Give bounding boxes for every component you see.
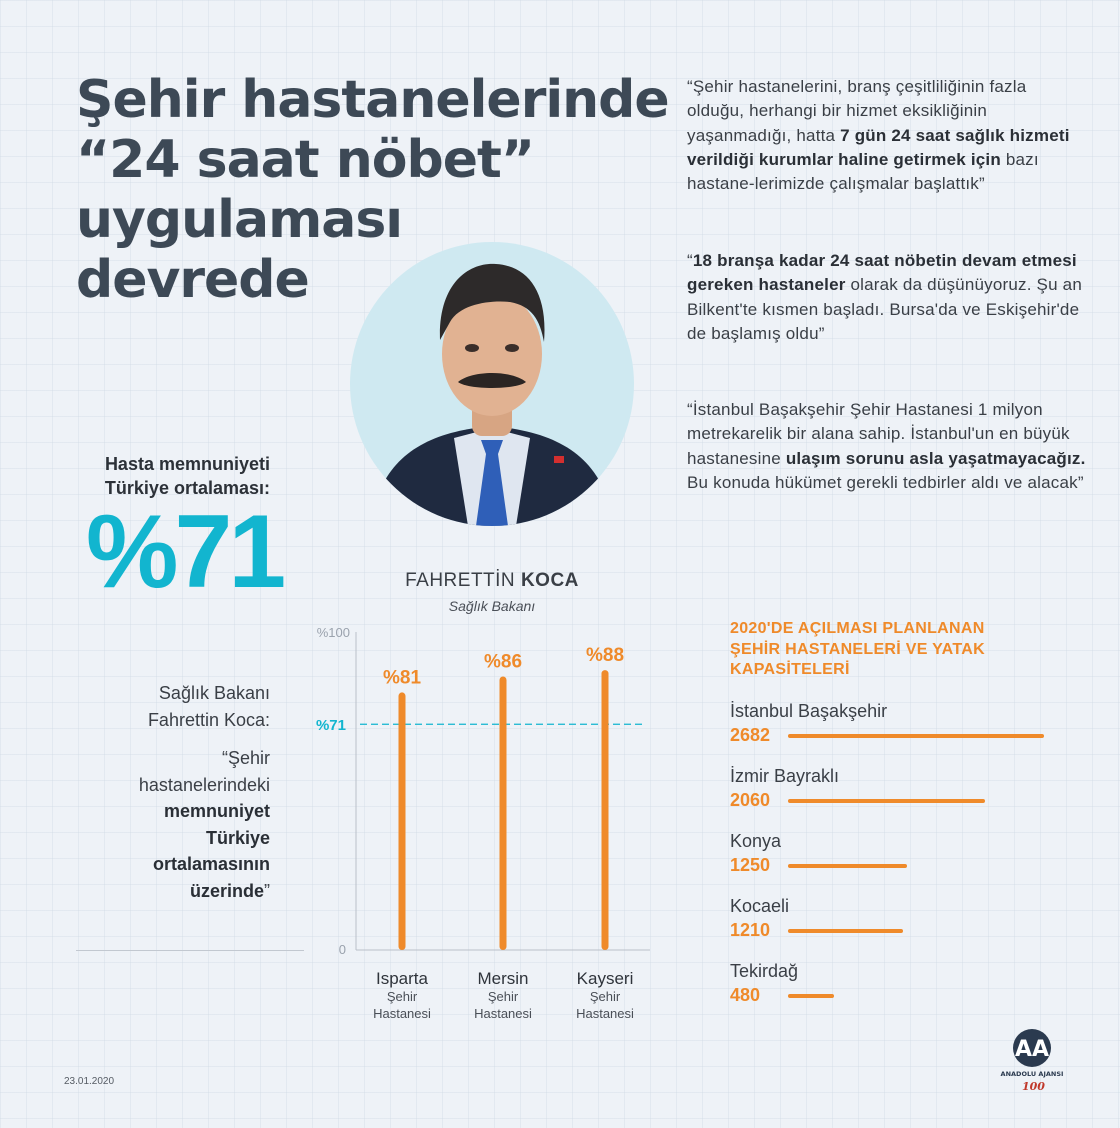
category-label: Kayseri — [576, 969, 634, 988]
quote-text: “Şehir hastanelerini, branş çeşitliliğinin fazla olduğu, herhangi bir hizmet eksikliğinin yaşanmadığı, hatta — [687, 77, 1027, 145]
y-tick-label: %100 — [316, 625, 350, 640]
quote-text: “ — [687, 251, 693, 270]
left-quote — [60, 680, 270, 904]
portrait-illustration — [350, 242, 634, 526]
hospital-name: Konya — [730, 831, 782, 851]
left-quote-line: “Şehir — [221, 748, 270, 768]
category-label: Şehir — [487, 989, 519, 1004]
hospital-capacity-bar — [788, 734, 1044, 738]
hospital-capacity-bar — [788, 994, 834, 998]
satisfaction-value: %71 — [86, 494, 283, 610]
left-quote-line: Sağlık Bakanı — [158, 683, 270, 703]
hospitals-title-line: KAPASİTELERİ — [730, 661, 850, 678]
category-label: Hastanesi — [474, 1006, 532, 1021]
hospital-capacity-bar — [788, 799, 985, 803]
satisfaction-chart — [300, 615, 660, 1025]
left-quote-emphasis: memnuniyet — [163, 801, 270, 821]
bar-value-label: %86 — [483, 651, 523, 673]
quote-emphasis: 18 branşa kadar 24 saat nöbetin devam etmesi gereken hastaneler — [687, 251, 1077, 295]
hospital-capacity-value: 1210 — [730, 920, 771, 940]
hospital-name: İzmir Bayraklı — [730, 766, 840, 786]
title-line: devrede — [76, 250, 309, 310]
category-label: Mersin — [477, 969, 529, 988]
title-line: uygulaması — [76, 190, 403, 250]
hospitals-title-line: 2020'DE AÇILMASI PLANLANAN — [730, 620, 985, 637]
y-tick-label: 0 — [338, 942, 346, 957]
hospital-capacity-value: 2060 — [730, 790, 771, 810]
left-quote-emphasis: üzerinde — [189, 880, 264, 901]
left-quote-line: hastanelerindeki — [138, 774, 270, 795]
aa-logo-icon — [992, 1026, 1072, 1096]
category-label: Şehir — [589, 989, 621, 1004]
svg-text:100: 100 — [1022, 1080, 1045, 1093]
category-label: Şehir — [386, 989, 418, 1004]
svg-text:AA: AA — [1014, 1037, 1050, 1062]
quote-emphasis: 7 gün 24 saat sağlık hizmeti verildiği kurumlar haline getirmek için — [687, 125, 1070, 169]
quote-text: “İstanbul Başakşehir Şehir Hastanesi 1 milyon metrekarelik bir alana sahip. İstanbul'un en büyük hastanesine — [687, 400, 1070, 468]
portrait — [350, 242, 634, 526]
quote-emphasis: ulaşım sorunu asla yaşatmayacağız. — [785, 448, 1086, 468]
left-quote-emphasis: Türkiye — [205, 827, 270, 848]
category-label: Hastanesi — [373, 1006, 431, 1021]
hospital-capacity-value: 1250 — [730, 855, 771, 875]
title-line: “24 saat nöbet” — [76, 130, 535, 190]
person-role: Sağlık Bakanı — [448, 598, 536, 614]
hospital-name: Tekirdağ — [730, 961, 799, 981]
bar — [602, 670, 609, 950]
hospital-capacity-bar — [788, 929, 903, 933]
agency-logo — [992, 1026, 1072, 1096]
category-label: Hastanesi — [576, 1006, 634, 1021]
hospital-capacity-value: 2682 — [730, 725, 771, 745]
person-name — [350, 570, 634, 592]
quote-3 — [687, 398, 1087, 495]
quote-text: Bu konuda hükümet gerekli tedbirler aldı ve alacak” — [687, 472, 1084, 492]
hospital-name: İstanbul Başakşehir — [730, 701, 888, 721]
separator-line — [76, 950, 304, 951]
satisfaction-label-line: Türkiye ortalaması: — [104, 478, 270, 498]
quote-2 — [687, 249, 1087, 346]
reference-label: %71 — [315, 717, 346, 735]
quote-1 — [687, 75, 1087, 196]
hospital-capacity-value: 480 — [730, 985, 761, 1005]
left-quote-line: Fahrettin Koca: — [147, 709, 270, 730]
left-quote-emphasis: ortalamasının — [152, 854, 270, 874]
logo-text: ANADOLU AJANSI — [1000, 1070, 1064, 1078]
satisfaction-label-line: Hasta memnuniyeti — [104, 454, 270, 474]
hospital-capacity-bar — [788, 864, 907, 868]
left-quote-text: ” — [264, 880, 270, 901]
hospitals-title-line: ŞEHİR HASTANELERİ VE YATAK — [730, 640, 985, 658]
hospitals-title — [730, 619, 1030, 681]
category-label: Isparta — [376, 969, 428, 988]
title-line: Şehir hastanelerinde — [76, 70, 669, 130]
bar-value-label: %88 — [585, 645, 625, 667]
quote-text: olarak da düşünüyoruz. Şu an Bilkent'te kısmen başladı. Bursa'da ve Eskişehir'de de başlamış oldu” — [687, 275, 1082, 343]
hospital-name: Kocaeli — [730, 896, 790, 916]
date: 23.01.2020 — [64, 1076, 115, 1087]
quote-text: bazı hastane-lerimizde çalışmalar başlattık” — [687, 149, 1039, 194]
bar — [500, 677, 507, 950]
bar-value-label: %81 — [382, 667, 422, 689]
bar — [399, 692, 406, 950]
first-name: FAHRETTİN — [405, 570, 516, 591]
last-name: KOCA — [520, 570, 579, 591]
